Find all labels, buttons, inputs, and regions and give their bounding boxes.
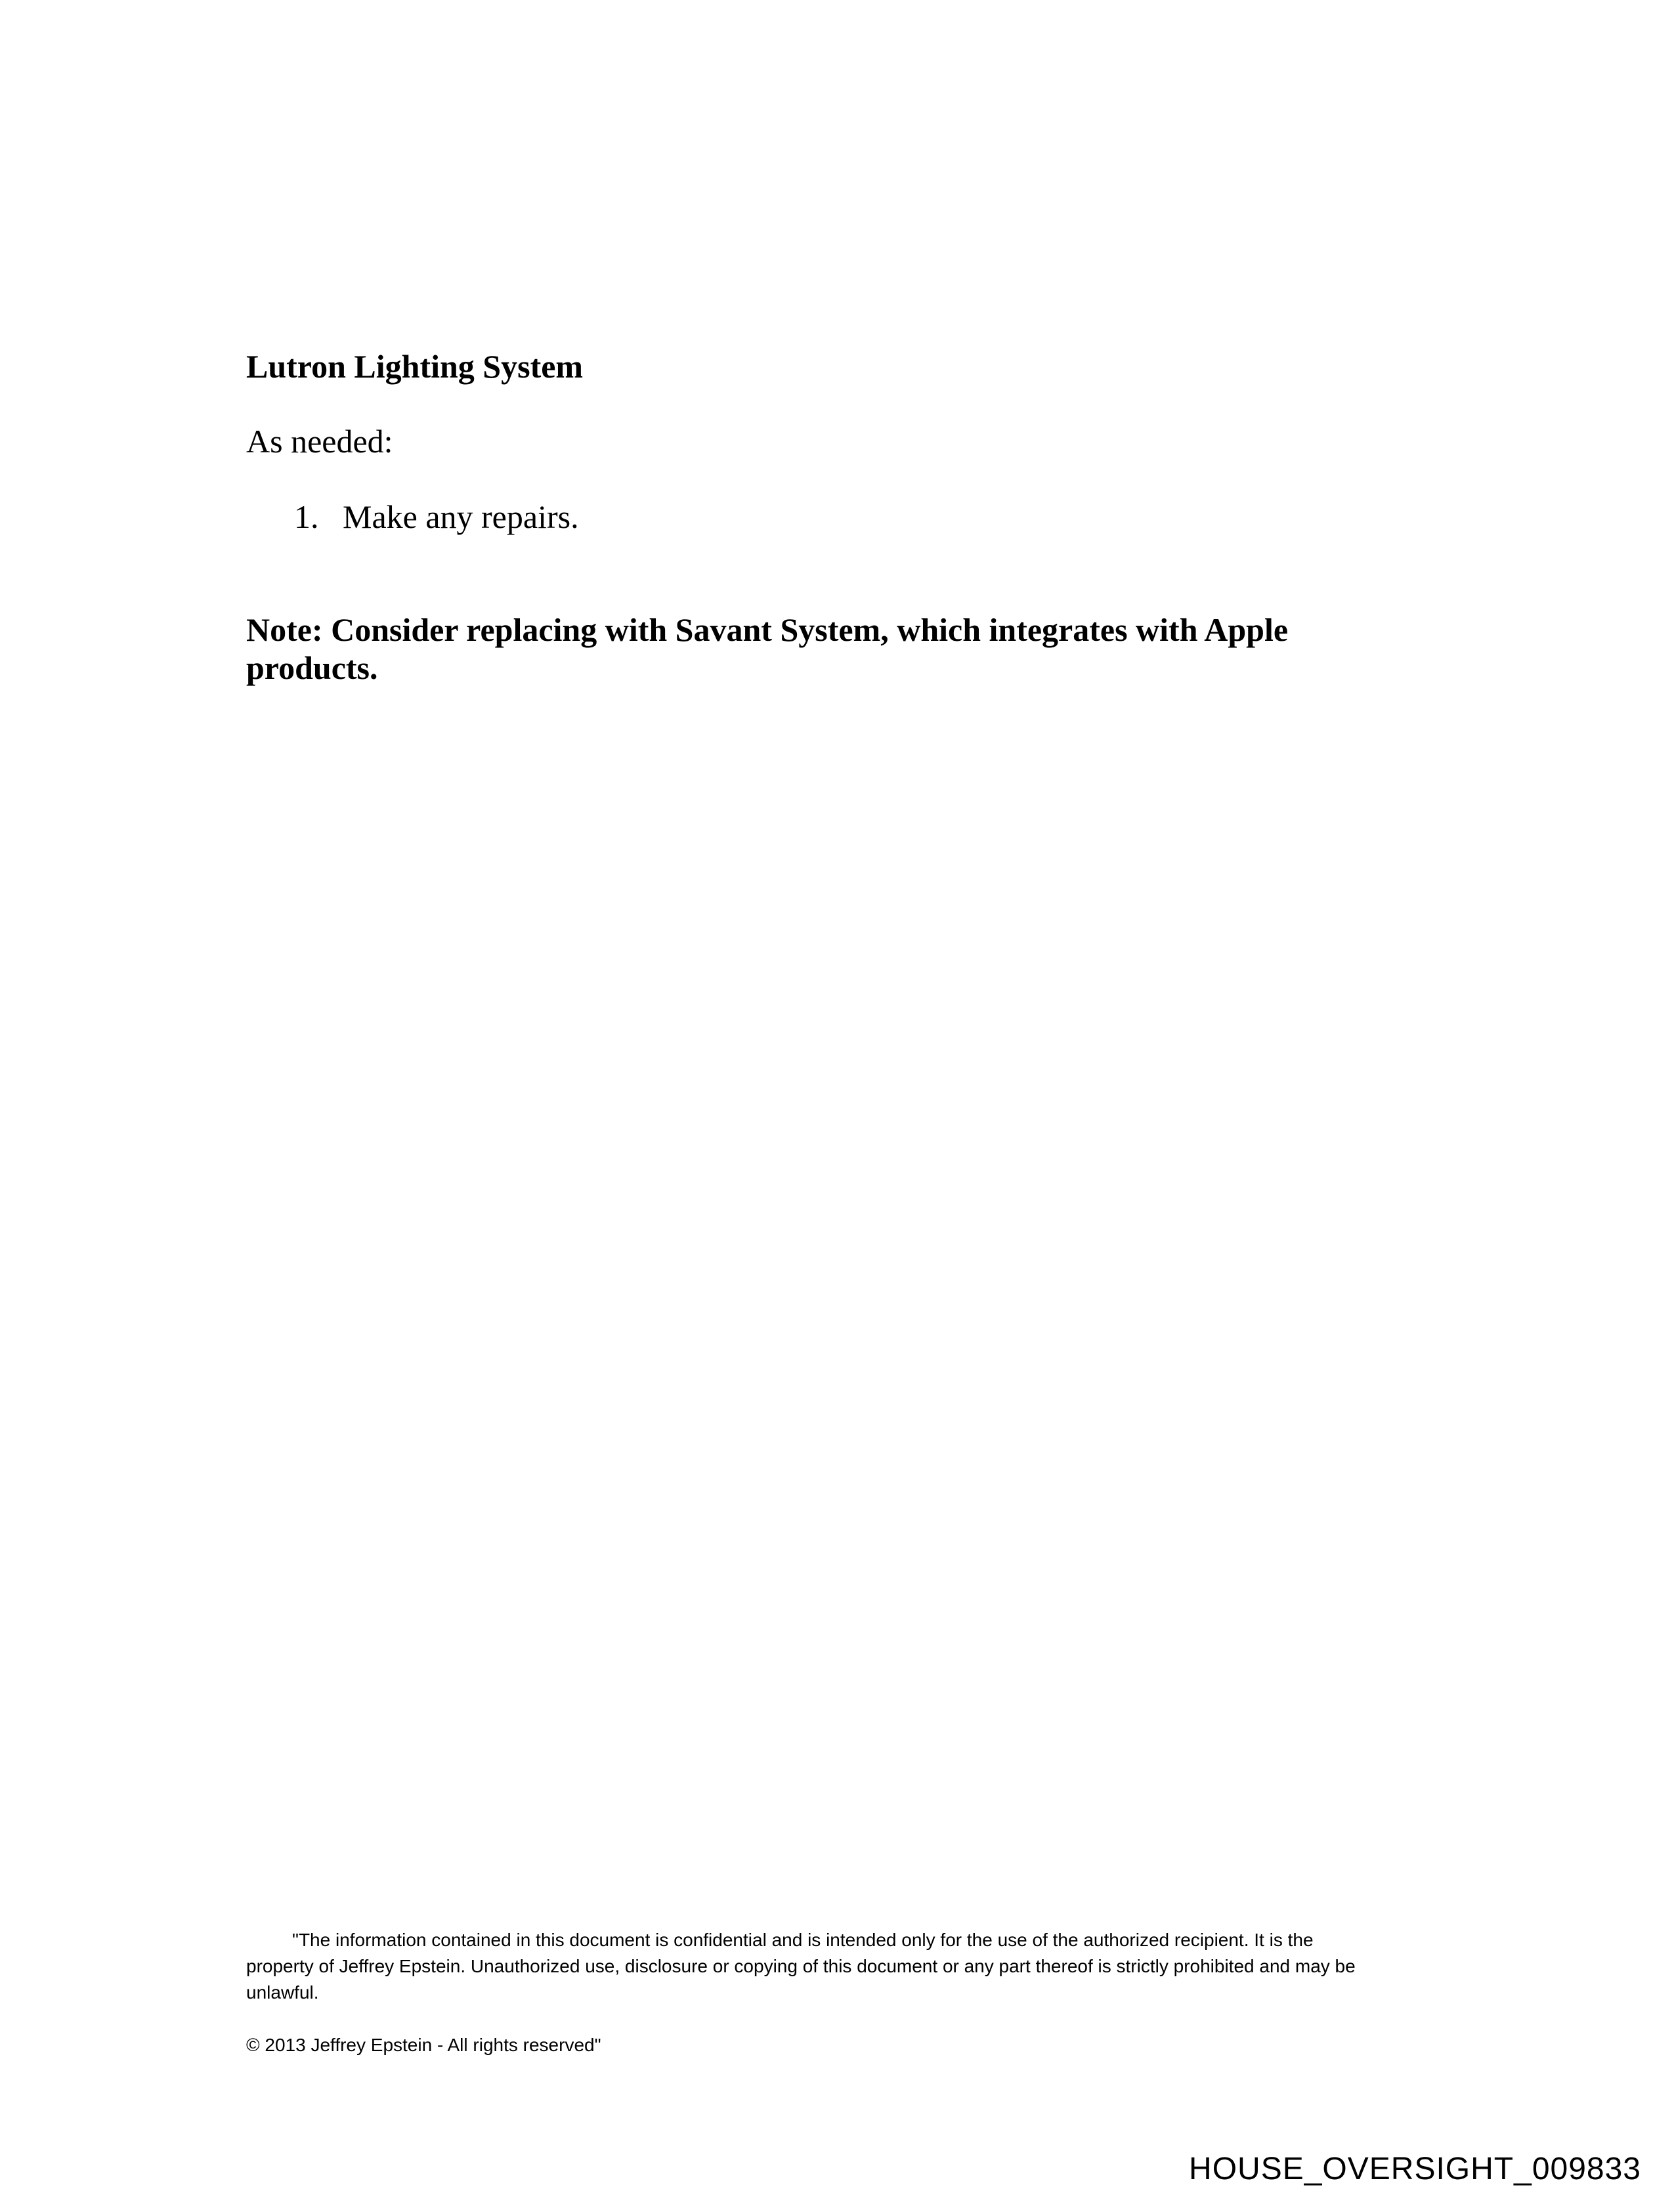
intro-text: As needed: [246, 423, 393, 460]
confidentiality-footer [246, 1927, 1375, 2058]
list-item [294, 497, 579, 536]
list-item-number: 1. [294, 498, 319, 535]
section-heading: Lutron Lighting System [246, 348, 584, 385]
confidentiality-notice: "The information contained in this document is confidential and is intended only for the use of the authorized recipient. It is the property of Jeffrey Epstein. Unauthorized use, disclosure or copying of this document or any part thereof is strictly prohibited and may be unlawful. [246, 1930, 1356, 2003]
list-item-text: Make any repairs. [343, 498, 579, 535]
copyright-notice: © 2013 Jeffrey Epstein - All rights reserved" [246, 2035, 601, 2055]
numbered-list [294, 497, 579, 536]
note-text: Note: Consider replacing with Savant System, which integrates with Apple products. [246, 611, 1289, 686]
bates-number: HOUSE_OVERSIGHT_009833 [1189, 2152, 1641, 2186]
